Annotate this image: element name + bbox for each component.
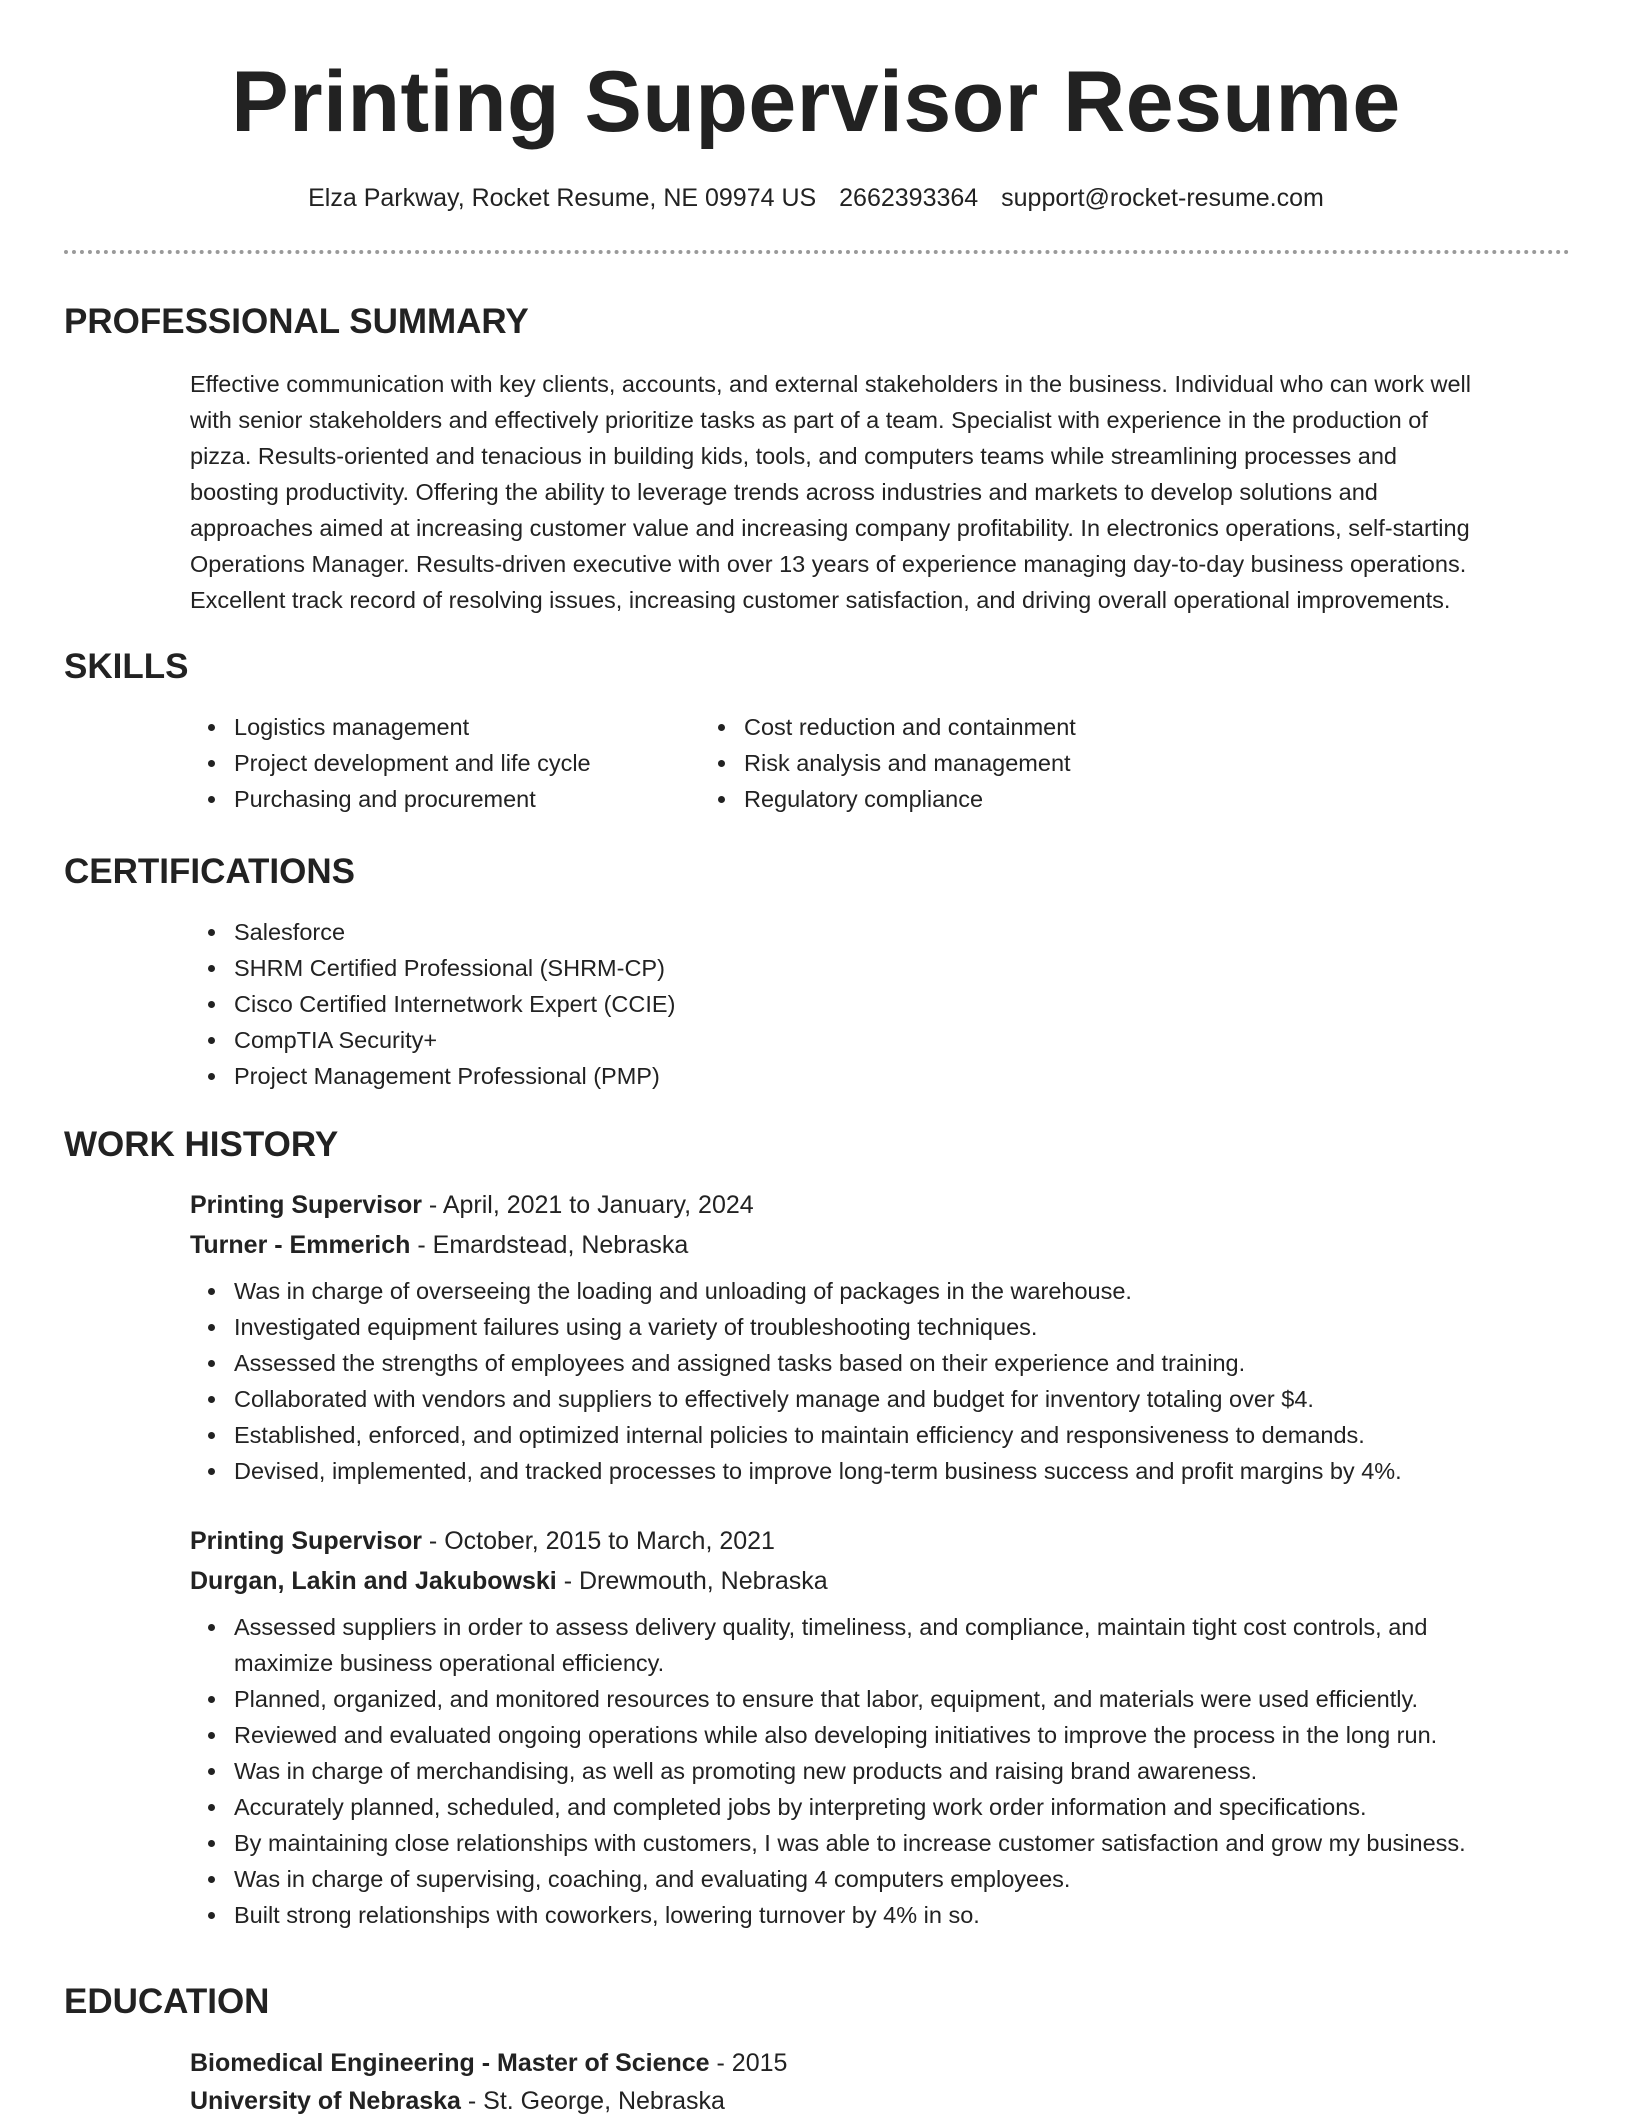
skill-item: Logistics management	[234, 709, 591, 745]
skill-item: Risk analysis and management	[744, 745, 1076, 781]
education-location: - St. George, Nebraska	[460, 2087, 725, 2115]
skill-item: Project development and life cycle	[234, 745, 591, 781]
job-title-line	[190, 1185, 1570, 1225]
job-company: Turner - Emmerich	[190, 1231, 411, 1259]
skills-columns	[64, 709, 1570, 819]
job-location: - Emardstead, Nebraska	[410, 1231, 689, 1259]
job-duties	[64, 1273, 1570, 1489]
duty-item: Planned, organized, and monitored resources to ensure that labor, equipment, and materials were used efficiently.	[234, 1681, 1510, 1717]
duty-item: Reviewed and evaluated ongoing operations while also developing initiatives to improve the process in the long run.	[234, 1717, 1510, 1753]
summary-text	[190, 366, 1570, 618]
certification-item: SHRM Certified Professional (SHRM-CP)	[234, 950, 1570, 986]
education-school-line	[190, 2082, 1570, 2120]
job-company: Durgan, Lakin and Jakubowski	[190, 1567, 557, 1595]
duty-item: Was in charge of merchandising, as well as promoting new products and raising brand awareness.	[234, 1753, 1510, 1789]
summary-line: pizza. Results-oriented and tenacious in building kids, tools, and computers teams while streamlining processes and	[190, 443, 1397, 469]
work-history-heading: WORK HISTORY	[64, 1125, 339, 1164]
job-duties	[64, 1609, 1570, 1933]
education-year: - 2015	[709, 2049, 788, 2077]
skills-right-column	[744, 709, 1076, 817]
skills-section	[64, 645, 1570, 819]
duty-item: Collaborated with vendors and suppliers to effectively manage and budget for inventory totaling over $4.	[234, 1381, 1570, 1417]
education-section	[64, 1980, 1570, 2120]
page-title: Printing Supervisor Resume	[231, 54, 1401, 150]
skill-item: Regulatory compliance	[744, 781, 1076, 817]
job-entry	[64, 1185, 1570, 1489]
certifications-heading: CERTIFICATIONS	[64, 852, 356, 891]
certification-item: Salesforce	[234, 914, 1570, 950]
work-history-section	[64, 1123, 1570, 1933]
job-title-line	[190, 1521, 1570, 1561]
job-title: Printing Supervisor	[190, 1191, 422, 1219]
contact-line	[0, 181, 1632, 215]
contact-address: Elza Parkway, Rocket Resume, NE 09974 US	[308, 184, 817, 212]
duty-item: Was in charge of supervising, coaching, and evaluating 4 computers employees.	[234, 1861, 1510, 1897]
job-dates: - October, 2015 to March, 2021	[421, 1527, 775, 1555]
contact-phone: 2662393364	[839, 184, 979, 212]
contact-email: support@rocket-resume.com	[1001, 184, 1324, 212]
education-heading: EDUCATION	[64, 1982, 270, 2021]
duty-item: Devised, implemented, and tracked processes to improve long-term business success and profit margins by 4%.	[234, 1453, 1570, 1489]
duty-item: Was in charge of overseeing the loading and unloading of packages in the warehouse.	[234, 1273, 1570, 1309]
skills-heading: SKILLS	[64, 647, 189, 686]
job-dates: - April, 2021 to January, 2024	[421, 1191, 754, 1219]
job-location: - Drewmouth, Nebraska	[556, 1567, 828, 1595]
duty-item: By maintaining close relationships with customers, I was able to increase customer satisfaction and grow my business.	[234, 1825, 1510, 1861]
education-degree: Biomedical Engineering - Master of Science	[190, 2049, 710, 2077]
job-company-line	[190, 1225, 1570, 1265]
education-degree-line	[190, 2044, 1570, 2082]
duty-item: Investigated equipment failures using a variety of troubleshooting techniques.	[234, 1309, 1570, 1345]
summary-section	[64, 300, 1570, 618]
duty-item: Accurately planned, scheduled, and completed jobs by interpreting work order information and specifications.	[234, 1789, 1510, 1825]
duty-item: Assessed the strengths of employees and assigned tasks based on their experience and training.	[234, 1345, 1570, 1381]
summary-line: Excellent track record of resolving issues, increasing customer satisfaction, and driving overall operational improvements.	[190, 587, 1451, 613]
summary-line: with senior stakeholders and effectively prioritize tasks as part of a team. Specialist with experience in the production of	[190, 407, 1428, 433]
summary-line: approaches aimed at increasing customer value and increasing company profitability. In electronics operations, self-starting	[190, 515, 1470, 541]
skill-item: Cost reduction and containment	[744, 709, 1076, 745]
education-school: University of Nebraska	[190, 2087, 461, 2115]
certification-item: Project Management Professional (PMP)	[234, 1058, 1570, 1094]
skill-item: Purchasing and procurement	[234, 781, 591, 817]
header-divider	[64, 250, 1570, 254]
summary-line: Operations Manager. Results-driven executive with over 13 years of experience managing day-to-day business operations.	[190, 551, 1467, 577]
job-entry	[64, 1521, 1570, 1933]
certification-item: Cisco Certified Internetwork Expert (CCIE)	[234, 986, 1570, 1022]
job-title: Printing Supervisor	[190, 1527, 422, 1555]
summary-heading: PROFESSIONAL SUMMARY	[64, 302, 529, 341]
duty-item: Assessed suppliers in order to assess delivery quality, timeliness, and compliance, maintain tight cost controls, and maximize business operational efficiency.	[234, 1609, 1510, 1681]
certification-item: CompTIA Security+	[234, 1022, 1570, 1058]
summary-line: boosting productivity. Offering the ability to leverage trends across industries and markets to develop solutions and	[190, 479, 1378, 505]
job-company-line	[190, 1561, 1570, 1601]
skills-left-column	[64, 709, 591, 817]
duty-item: Established, enforced, and optimized internal policies to maintain efficiency and responsiveness to demands.	[234, 1417, 1570, 1453]
certifications-section	[64, 850, 1570, 1094]
summary-line: Effective communication with key clients, accounts, and external stakeholders in the business. Individual who can work well	[190, 371, 1471, 397]
duty-item: Built strong relationships with coworkers, lowering turnover by 4% in so.	[234, 1897, 1510, 1933]
